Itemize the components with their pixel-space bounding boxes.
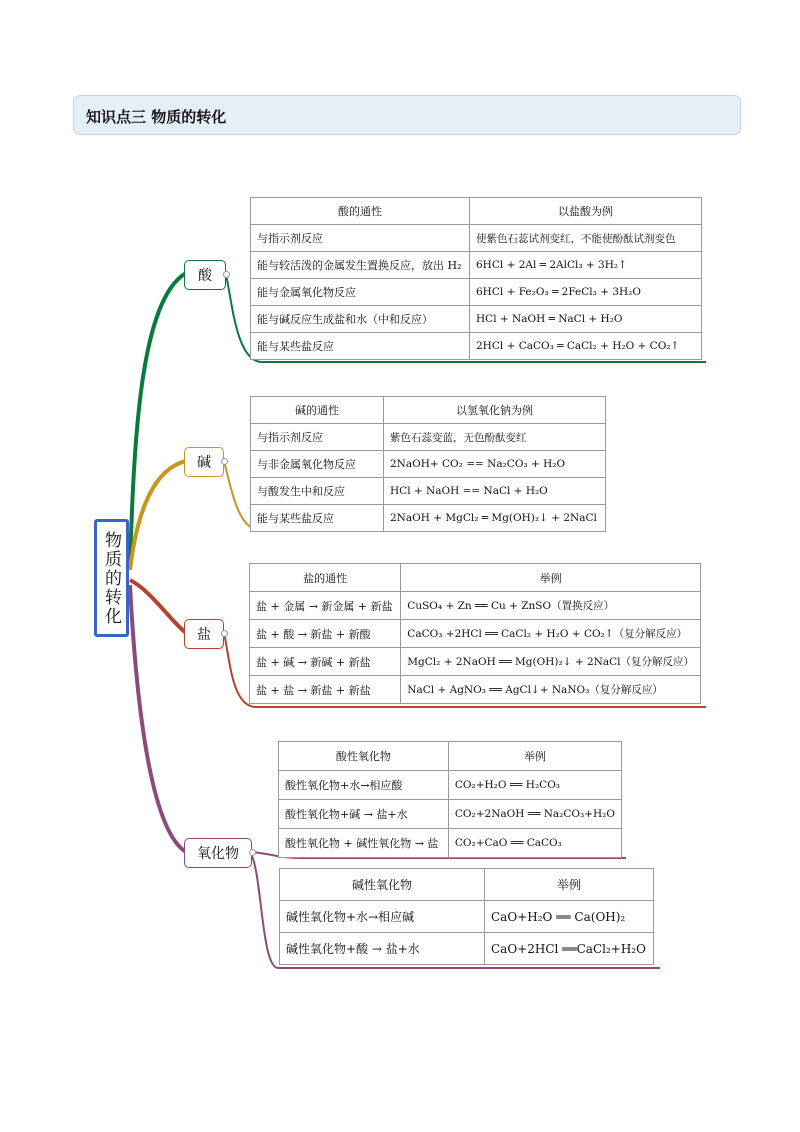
example-cell: 2NaOH+ CO₂ == Na₂CO₃ + H₂O [384,451,606,478]
table-row [251,451,606,478]
example-cell: CaCO₃ +2HCl ══ CaCl₂ + H₂O + CO₂↑（复分解反应） [401,620,701,648]
branch-base [184,447,224,477]
table-row [251,306,702,333]
branch-acid-knob [223,271,230,278]
property-cell: 盐 + 金属 → 新金属 + 新盐 [250,592,401,620]
property-cell: 与指示剂反应 [251,225,470,252]
connector-base [130,461,186,570]
example-cell: CO₂+H₂O ══ H₂CO₃ [448,771,621,800]
table-row [251,505,606,532]
example-cell: NaCl + AgNO₃ ══ AgCl↓+ NaNO₃（复分解反应） [401,676,701,704]
branch-oxide-label: 氧化物 [197,846,239,862]
branch-base-knob [221,458,228,465]
connector-salt [130,580,186,633]
table-row [279,829,622,858]
property-cell: 与指示剂反应 [251,424,384,451]
property-cell: 能与金属氧化物反应 [251,279,470,306]
property-cell: 盐 + 盐 → 新盐 + 新盐 [250,676,401,704]
table-row [251,424,606,451]
table-row [251,333,702,360]
example-cell: CO₂+2NaOH ══ Na₂CO₃+H₂O [448,800,621,829]
property-cell: 碱性氧化物+水→相应碱 [280,901,485,933]
table-header-row [279,742,622,771]
property-cell: 能与碱反应生成盐和水（中和反应） [251,306,470,333]
table-row [250,620,701,648]
property-cell: 盐 + 酸 → 新盐 + 新酸 [250,620,401,648]
table-header-row [251,397,606,424]
example-cell: 6HCl + 2Al ═ 2AlCl₃ + 3H₂↑ [470,252,702,279]
header-cell: 以氢氧化钠为例 [384,397,606,424]
property-cell: 能与某些盐反应 [251,333,470,360]
root-label: 物质的转化 [101,530,121,626]
table-row [280,901,654,933]
table-row [279,771,622,800]
example-cell: CuSO₄ + Zn ══ Cu + ZnSO（置换反应） [401,592,701,620]
property-cell: 酸性氧化物+碱 → 盐+水 [279,800,449,829]
property-cell: 碱性氧化物+酸 → 盐+水 [280,933,485,965]
example-cell: 6HCl + Fe₂O₃ ═ 2FeCl₃ + 3H₂O [470,279,702,306]
table-row [251,225,702,252]
branch-acid-label: 酸 [198,268,212,284]
branch-oxide-knob [249,849,256,856]
header-cell: 举例 [485,869,654,901]
basic-oxide-table [279,868,654,965]
header-cell: 盐的通性 [250,564,401,592]
acid-table [250,197,702,360]
salt-table [249,563,701,704]
table-row [250,648,701,676]
base-table [250,396,606,532]
property-cell: 与酸发生中和反应 [251,478,384,505]
branch-base-label: 碱 [197,455,211,471]
example-cell: CaO+H₂O ══ Ca(OH)₂ [485,901,654,933]
header-cell: 举例 [401,564,701,592]
header-cell: 酸的通性 [251,198,470,225]
property-cell: 能与某些盐反应 [251,505,384,532]
acidic-oxide-table [278,741,622,858]
example-cell: 2NaOH + MgCl₂ ═ Mg(OH)₂↓ + 2NaCl [384,505,606,532]
example-cell: 紫色石蕊变蓝，无色酚酞变红 [384,424,606,451]
branch-salt-knob [221,630,228,637]
example-cell: CaO+2HCl ══CaCl₂+H₂O [485,933,654,965]
table-header-row [251,198,702,225]
branch-salt [184,619,224,649]
property-cell: 与非金属氧化物反应 [251,451,384,478]
property-cell: 能与较活泼的金属发生置换反应，放出 H₂ [251,252,470,279]
branch-salt-label: 盐 [197,627,211,643]
table-row [279,800,622,829]
property-cell: 酸性氧化物+水→相应酸 [279,771,449,800]
header-cell: 碱性氧化物 [280,869,485,901]
table-row [280,933,654,965]
root-node [94,519,129,637]
table-header-row [250,564,701,592]
branch-acid [184,260,226,290]
branch-oxide [184,838,252,868]
table-row [251,279,702,306]
table-row [250,592,701,620]
header-cell: 碱的通性 [251,397,384,424]
section-title: 知识点三 物质的转化 [86,108,227,126]
property-cell: 酸性氧化物 + 碱性氧化物 → 盐 [279,829,449,858]
header-cell: 酸性氧化物 [279,742,449,771]
table-row [251,478,606,505]
example-cell: HCl + NaOH == NaCl + H₂O [384,478,606,505]
table-header-row [280,869,654,901]
header-cell: 以盐酸为例 [470,198,702,225]
example-cell: MgCl₂ + 2NaOH ══ Mg(OH)₂↓ + 2NaCl（复分解反应） [401,648,701,676]
table-row [250,676,701,704]
header-cell: 举例 [448,742,621,771]
example-cell: HCl + NaOH ═ NaCl + H₂O [470,306,702,333]
table-row [251,252,702,279]
example-cell: 2HCl + CaCO₃ ═ CaCl₂ + H₂O + CO₂↑ [470,333,702,360]
property-cell: 盐 + 碱 → 新碱 + 新盐 [250,648,401,676]
example-cell: CO₂+CaO ══ CaCO₃ [448,829,621,858]
example-cell: 使紫色石蕊试剂变红，不能使酚酞试剂变色 [470,225,702,252]
